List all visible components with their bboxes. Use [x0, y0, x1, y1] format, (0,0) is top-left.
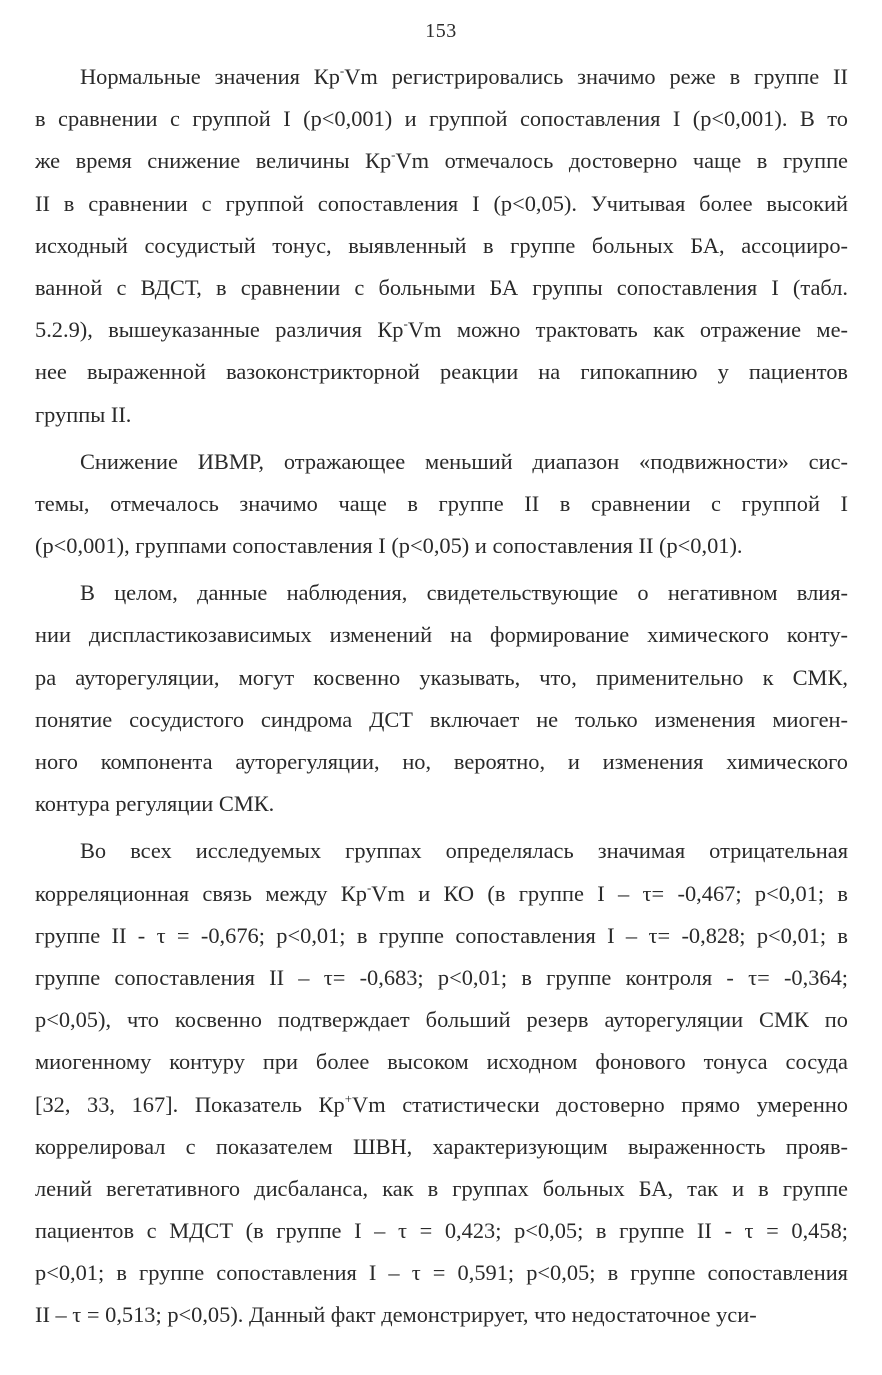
text-run: коррелировал с показателем ШВН, характеризующим выраженность прояв- — [35, 1133, 848, 1159]
superscript: - — [403, 316, 408, 332]
text-run: группе II - τ = -0,676; p<0,01; в группе сопоставления I – τ= -0,828; p<0,01; в — [35, 922, 848, 948]
text-line — [35, 56, 848, 98]
text-run: II в сравнении с группой сопоставления I (p<0,05). Учитывая более высокий — [35, 190, 848, 216]
text-line — [35, 525, 848, 567]
text-line — [35, 783, 848, 825]
text-run: в сравнении с группой I (p<0,001) и группой сопоставления I (p<0,001). В то — [35, 106, 848, 132]
text-line — [35, 915, 848, 957]
text-line — [35, 1210, 848, 1252]
text-run: Vm статистически достоверно прямо умеренно — [352, 1091, 848, 1117]
text-run: нии диспластикозависимых изменений на формирование химического конту- — [35, 622, 848, 648]
text-line — [35, 140, 848, 182]
paragraph — [35, 572, 848, 825]
text-run: лений вегетативного дисбаланса, как в группах больных БА, так и в группе — [35, 1175, 848, 1201]
text-line — [35, 1084, 848, 1126]
superscript: - — [391, 147, 396, 163]
text-run: пациентов с МДСТ (в группе I – τ = 0,423; p<0,05; в группе II - τ = 0,458; — [35, 1218, 848, 1244]
text-line — [35, 657, 848, 699]
superscript: + — [344, 1090, 353, 1106]
paragraph — [35, 56, 848, 436]
text-line — [35, 225, 848, 267]
text-run: темы, отмечалось значимо чаще в группе II в сравнении с группой I — [35, 490, 848, 516]
text-run: Снижение ИВМР, отражающее меньший диапазон «подвижности» сис- — [80, 448, 848, 474]
text-run: понятие сосудистого синдрома ДСТ включает не только изменения миоген- — [35, 706, 848, 732]
text-line — [35, 873, 848, 915]
paragraph — [35, 830, 848, 1336]
text-line — [35, 309, 848, 351]
text-run: [32, 33, 167]. Показатель Кр — [35, 1091, 345, 1117]
text-run: Vm и КО (в группе I – τ= -0,467; p<0,01; в — [371, 880, 849, 906]
text-line — [35, 614, 848, 656]
text-run: же время снижение величины Кр — [35, 148, 392, 174]
text-line — [35, 572, 848, 614]
text-line — [35, 699, 848, 741]
text-run: ного компонента ауторегуляции, но, вероятно, и изменения химического — [35, 749, 848, 774]
text-line — [35, 1294, 848, 1336]
text-run: группы II. — [35, 401, 132, 427]
text-run: миогенному контуру при более высоком исходном фонового тонуса сосуда — [35, 1049, 848, 1075]
text-run: исходный сосудистый тонус, выявленный в группе больных БА, ассоцииро- — [35, 232, 848, 258]
page-number: 153 — [425, 20, 457, 42]
text-line — [35, 1252, 848, 1294]
superscript: - — [339, 63, 345, 78]
text-run: Vm отмечалось достоверно чаще в группе — [395, 148, 848, 174]
text-line — [35, 1168, 848, 1210]
text-line — [35, 1041, 848, 1083]
text-run: Vm можно трактовать как отражение ме- — [407, 317, 848, 343]
text-run: В целом, данные наблюдения, свидетельствующие о негативном влия- — [80, 580, 848, 606]
text-line — [35, 267, 848, 309]
document-body — [35, 56, 848, 1337]
text-line — [35, 98, 848, 140]
superscript: - — [366, 879, 372, 895]
text-run: нее выраженной вазоконстрикторной реакции на гипокапнию у пациентов — [35, 359, 848, 385]
text-run: корреляционная связь между Кр — [35, 880, 367, 906]
text-run: ра ауторегуляции, могут косвенно указывать, что, применительно к СМК, — [35, 664, 848, 690]
text-run: контура регуляции СМК. — [35, 791, 275, 817]
text-line — [35, 1126, 848, 1168]
text-run: (p<0,001), группами сопоставления I (p<0,05) и сопоставления II (p<0,01). — [35, 533, 743, 559]
text-line — [35, 741, 848, 783]
paragraph — [35, 441, 848, 568]
text-line — [35, 999, 848, 1041]
text-line — [35, 441, 848, 483]
text-run: p<0,05), что косвенно подтверждает больший резерв ауторегуляции СМК по — [35, 1007, 848, 1033]
text-line — [35, 183, 848, 225]
text-line — [35, 830, 848, 872]
text-run: Нормальные значения Кр — [80, 64, 340, 89]
text-run: группе сопоставления II – τ= -0,683; p<0,01; в группе контроля - τ= -0,364; — [35, 964, 848, 990]
text-run: ванной с ВДСТ, в сравнении с больными БА группы сопоставления I (табл. — [35, 274, 848, 300]
text-line — [35, 351, 848, 393]
text-run: II – τ = 0,513; p<0,05). Данный факт демонстрирует, что недостаточное уси- — [35, 1302, 757, 1328]
text-line — [35, 957, 848, 999]
text-run: Во всех исследуемых группах определялась значимая отрицательная — [80, 838, 848, 864]
text-run: p<0,01; в группе сопоставления I – τ = 0,591; p<0,05; в группе сопоставления — [35, 1260, 848, 1286]
text-line — [35, 483, 848, 525]
text-line — [35, 394, 848, 436]
text-run: Vm регистрировались значимо реже в группе II — [344, 64, 848, 89]
text-run: 5.2.9), вышеуказанные различия Кр — [35, 317, 404, 343]
